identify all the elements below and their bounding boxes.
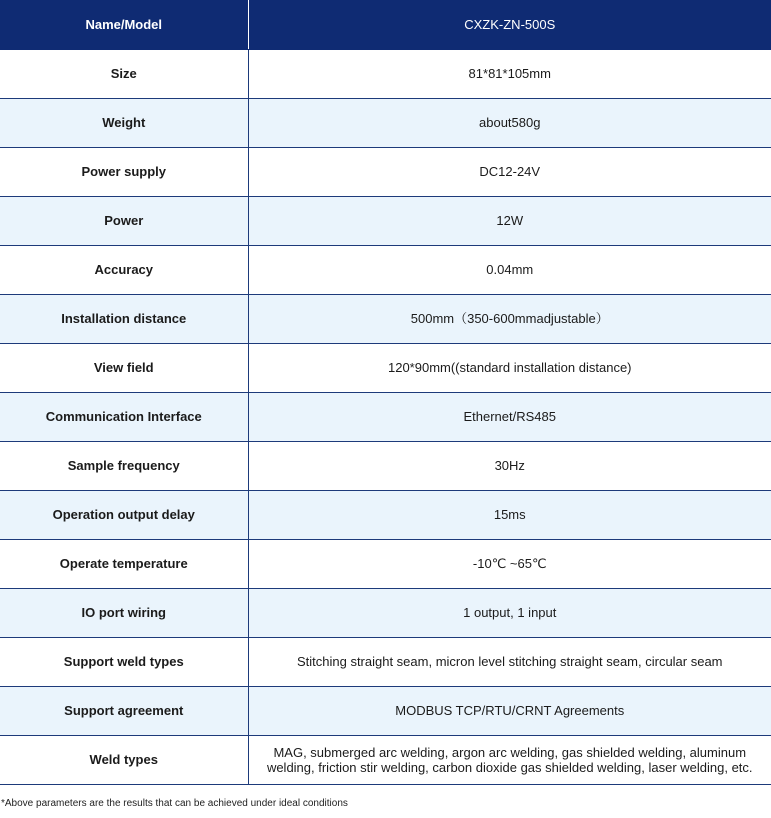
row-value: 0.04mm <box>248 245 771 294</box>
table-row <box>0 588 771 637</box>
row-label: Communication Interface <box>0 392 248 441</box>
table-row <box>0 49 771 98</box>
row-value: -10℃ ~65℃ <box>248 539 771 588</box>
row-label: Accuracy <box>0 245 248 294</box>
row-label: Operation output delay <box>0 490 248 539</box>
row-value: 1 output, 1 input <box>248 588 771 637</box>
row-label: Support agreement <box>0 686 248 735</box>
row-label: Installation distance <box>0 294 248 343</box>
row-label: Size <box>0 49 248 98</box>
row-value: 500mm（350-600mmadjustable） <box>248 294 771 343</box>
row-value: 120*90mm((standard installation distance) <box>248 343 771 392</box>
table-row <box>0 245 771 294</box>
row-value: about580g <box>248 98 771 147</box>
table-row <box>0 637 771 686</box>
header-value: CXZK-ZN-500S <box>248 0 771 49</box>
row-label: Power supply <box>0 147 248 196</box>
table-row <box>0 196 771 245</box>
row-label: Support weld types <box>0 637 248 686</box>
table-row <box>0 686 771 735</box>
table-row <box>0 343 771 392</box>
table-row <box>0 98 771 147</box>
row-value: MAG, submerged arc welding, argon arc welding, gas shielded welding, aluminum welding, friction stir welding, carbon dioxide gas shielded welding, laser welding, etc. <box>248 735 771 784</box>
row-value: MODBUS TCP/RTU/CRNT Agreements <box>248 686 771 735</box>
row-label: Operate temperature <box>0 539 248 588</box>
row-value: DC12-24V <box>248 147 771 196</box>
row-value: Ethernet/RS485 <box>248 392 771 441</box>
table-row <box>0 539 771 588</box>
row-value: 12W <box>248 196 771 245</box>
table-row <box>0 294 771 343</box>
table-row <box>0 392 771 441</box>
table-header-row <box>0 0 771 49</box>
row-label: Weight <box>0 98 248 147</box>
row-label: Weld types <box>0 735 248 784</box>
table-row <box>0 735 771 784</box>
table-row <box>0 490 771 539</box>
row-label: Sample frequency <box>0 441 248 490</box>
header-label: Name/Model <box>0 0 248 49</box>
footnote: *Above parameters are the results that can be achieved under ideal conditions <box>1 798 348 809</box>
table-row <box>0 147 771 196</box>
row-label: IO port wiring <box>0 588 248 637</box>
row-label: View field <box>0 343 248 392</box>
row-value: 15ms <box>248 490 771 539</box>
row-label: Power <box>0 196 248 245</box>
row-value: 81*81*105mm <box>248 49 771 98</box>
row-value: Stitching straight seam, micron level stitching straight seam, circular seam <box>248 637 771 686</box>
table-row <box>0 441 771 490</box>
row-value: 30Hz <box>248 441 771 490</box>
